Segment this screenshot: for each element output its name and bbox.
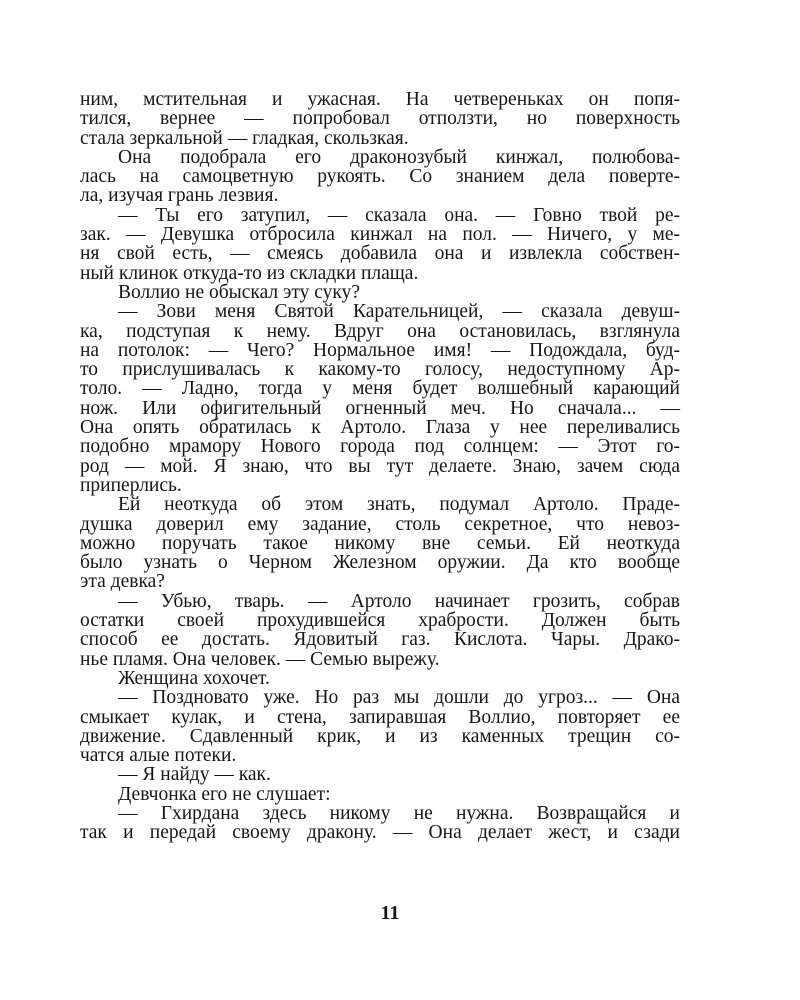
text-line: — Я найду — как.	[118, 764, 271, 786]
page-number: 11	[380, 902, 400, 924]
text-line: ним, мстительная и ужасная. На четвереньках он попя-	[80, 89, 680, 110]
text-line: движение. Сдавленный крик, и из каменных трещин со-	[80, 725, 680, 747]
text-line: приперлись.	[80, 474, 182, 496]
text-line: тился, вернее — попробовал отползти, но поверхность	[80, 108, 680, 130]
text-line: — Зови меня Святой Карательницей, — сказала девуш-	[118, 301, 680, 323]
text-line: подобно мрамору Нового города под солнцем: — Этот го-	[80, 436, 680, 458]
text-line: стала зеркальной — гладкая, скользкая.	[80, 127, 409, 149]
text-line: ка, подступая к нему. Вдруг она остановилась, взглянула	[80, 320, 680, 342]
text-line: можно поручать такое никому вне семьи. Ей неоткуда	[80, 532, 680, 554]
text-line: Девчонка его не слушает:	[118, 783, 331, 805]
text-line: способ ее достать. Ядовитый газ. Кислота. Чары. Драко-	[80, 629, 680, 651]
text-line: — Поздновато уже. Но раз мы дошли до угроз... — Она	[118, 687, 680, 709]
text-line: душка доверил ему задание, столь секретное, что невоз-	[80, 513, 680, 535]
text-line: — Убью, тварь. — Артоло начинает грозить, собрав	[118, 590, 680, 612]
text-line: Она опять обратилась к Артоло. Глаза у нее переливались	[80, 417, 680, 439]
text-line: Женщина хохочет.	[118, 667, 270, 689]
text-line: Воллио не обыскал эту суку?	[118, 281, 361, 303]
text-line: чатся алые потеки.	[80, 745, 237, 767]
text-line: нье пламя. Она человек. — Семью вырежу.	[80, 648, 440, 670]
text-line: Она подобрала его драконозубый кинжал, полюбова-	[118, 146, 680, 168]
text-line: ный клинок откуда-то из складки плаща.	[80, 262, 419, 284]
text-line: — Ты его затупил, — сказала она. — Говно твой ре-	[118, 204, 680, 226]
text-line: остатки своей прохудившейся храбрости. Должен быть	[80, 610, 680, 632]
text-line: род — мой. Я знаю, что вы тут делаете. Знаю, зачем сюда	[80, 455, 680, 477]
text-line: так и передай своему дракону. — Она делает жест, и сзади	[80, 822, 680, 844]
text-line: толо. — Ладно, тогда у меня будет волшебный карающий	[80, 378, 680, 400]
text-line: — Гхирдана здесь никому не нужна. Возвращайся и	[118, 802, 680, 824]
text-line: то прислушивалась к какому-то голосу, недоступному Ар-	[80, 359, 680, 381]
text-line: эта девка?	[80, 571, 165, 593]
text-line: лась на самоцветную рукоять. Со знанием дела поверте-	[80, 166, 680, 188]
page-body-text	[80, 90, 680, 843]
text-line: смыкает кулак, и стена, запиравшая Воллио, повторяет ее	[80, 706, 680, 728]
text-line: зак. — Девушка отбросила кинжал на пол. — Ничего, у ме-	[80, 224, 680, 246]
text-line: ла, изучая грань лезвия.	[80, 185, 279, 207]
text-line: на потолок: — Чего? Нормальное имя! — Подождала, буд-	[80, 339, 680, 361]
text-line: Ей неоткуда об этом знать, подумал Артоло. Праде-	[118, 494, 680, 516]
text-line: было узнать о Черном Железном оружии. Да кто вообще	[80, 552, 680, 574]
text-line: ня свой есть, — смеясь добавила она и извлекла собствен-	[80, 243, 680, 265]
text-line: нож. Или офигительный огненный меч. Но сначала... —	[80, 397, 680, 419]
